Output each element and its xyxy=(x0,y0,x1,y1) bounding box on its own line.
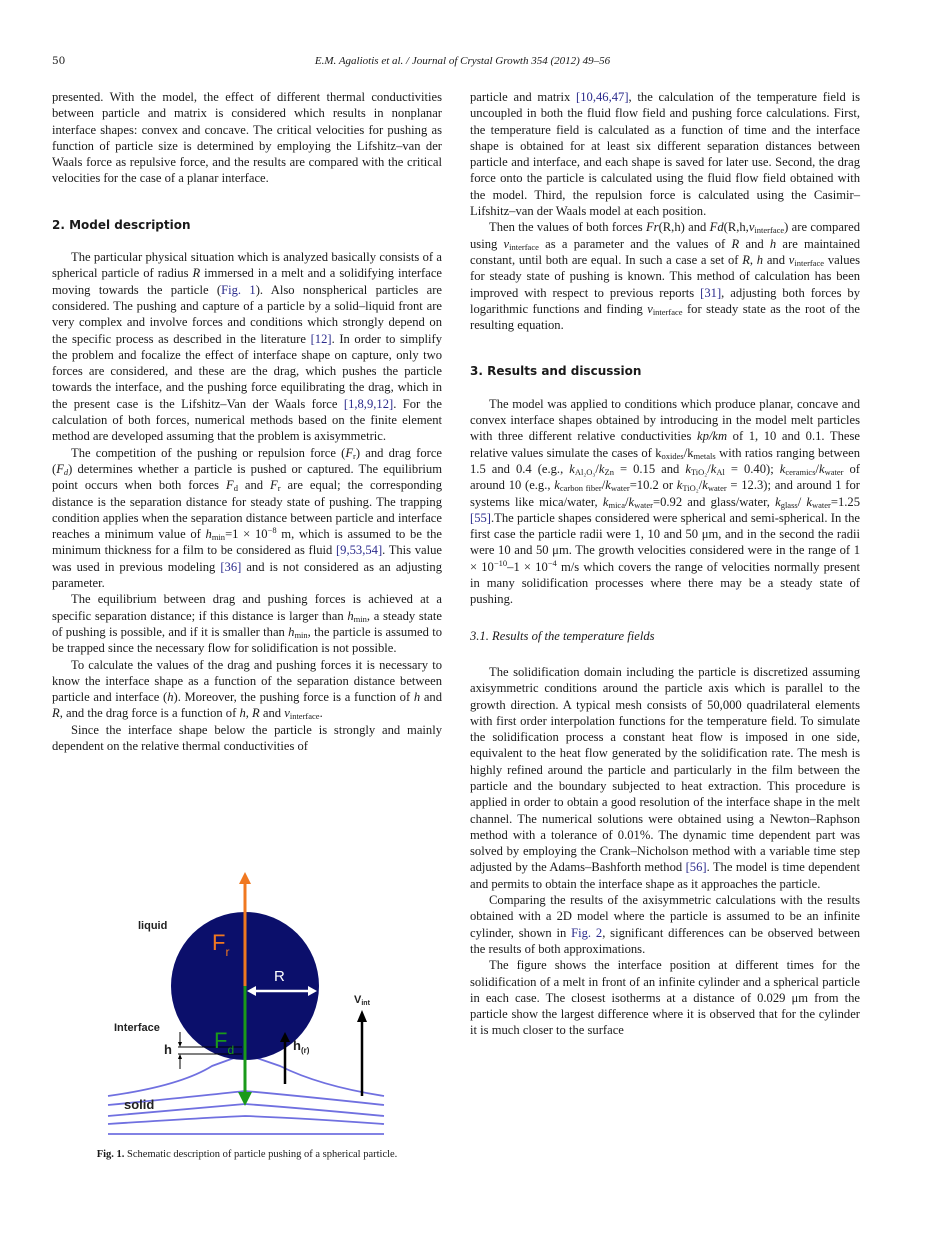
ref-link-9-53-54[interactable]: [9,53,54] xyxy=(335,543,383,558)
paragraph-force-comparison: Then the values of both forces Fr(R,h) and $Fd(R,h,v_{interface})$ are compared using $v_{interface}$ as a parameter and the values of R and h are maintained constant, until both are equal. In such a case a set of R, h and $v_{interface}$ values for steady state of pushing is known. This method of calculation has been improved with respect to previous reports [31], adjusting both forces by logarithmic functions and finding $v_{interface}$ for steady state as the root of the resulting equation. xyxy=(470,220,861,333)
paragraph-force-competition: The competition of the pushing or repulsion force $(F_r)$ and drag force $(F_d)$ determines whether a particle is pushed or captured. The equilibrium point occurs when both forces $F_d$ and $F_r$ are equal; the corresponding distance is the separation distance for steady state of pushing. The trapping condition applies when the separation distance between particle and interface reaches a minimum value of $h_{min}=1 \times 10^{-8}$ m, which is assumed to be the minimum thickness for a film to be considered as fluid [9,53,54]. This value was used in previous modeling [36] and is not considered as an adjusting parameter. xyxy=(52,445,443,591)
paragraph-model-description: The particular physical situation which is analyzed basically consists of a spherical particle of radius R immersed in a melt and a solidifying interface moving towards the particle (Fig. 1). Also nonspherical particles are considered. The pushing and capture of a particle by a solid–liquid front are very complex and involve forces and conditions which strongly depend on the specific process as described in the literature [12]. In order to simplify the problem and focalize the effect of interface shape on capture, only two forces are considered, and these are the drag, which pushes the particle towards the interface, and the pushing force equilibrating the drag, which in the present case is the Lifshitz–Van der Waals force [1,8,9,12]. For the calculation of both forces, numerical methods based on the finite element method are developed assuming that the problem is axisymmetric. xyxy=(52,250,442,444)
ref-link-31[interactable]: [31] xyxy=(700,285,722,300)
ref-link-55[interactable]: [55] xyxy=(470,510,491,525)
label-liquid: liquid xyxy=(138,920,168,932)
right-column xyxy=(470,89,860,1039)
ref-link-36[interactable]: [36] xyxy=(220,559,242,574)
ref-link-10-46-47[interactable]: [10,46,47] xyxy=(576,90,629,104)
label-vint: $V_{int}$ xyxy=(354,994,370,1007)
paragraph-equilibrium: The equilibrium between drag and pushing forces is achieved at a specific separation distance; if this distance is larger than $h_{min}$, a steady state of pushing is possible, and if it is smaller than $h_{min}$, the particle is assumed to be trapped since the necessary flow for solidification is not possible. xyxy=(52,592,442,656)
ref-link-12[interactable]: [12] xyxy=(310,331,332,346)
paragraph-interface-shape: Since the interface shape below the particle is strongly and mainly dependent on the relative thermal conductivities of xyxy=(52,722,442,753)
running-title: E.M. Agaliotis et al. / Journal of Crystal Growth 354 (2012) 49–56 xyxy=(314,55,611,67)
label-hr: $h_{(r)}$ xyxy=(293,1038,310,1055)
label-h: h xyxy=(164,1042,172,1057)
paragraph-continued: particle and matrix [10,46,47], the calculation of the temperature field is uncoupled in both the fluid flow field and pushing force calculations. First, the temperature field is calculated as a function of time and the interface shape is obtained for at least six different separation distances between particle and interface, and each shape is saved for later use. Second, the drag force onto the particle is calculated using the fluid flow field obtained with the model. Third, the repulsion force is calculated using the Casimir–Lifshitz–van der Waals model at each position. xyxy=(470,90,860,219)
left-column xyxy=(52,89,442,754)
label-interface: Interface xyxy=(114,1022,160,1034)
ref-link-1-8-9-12[interactable]: [1,8,9,12] xyxy=(343,396,394,411)
figure-1-caption: Fig. 1. Schematic description of particle pushing of a spherical particle. xyxy=(96,1149,398,1160)
paragraph-calculation: To calculate the values of the drag and pushing forces it is necessary to know the interface shape as a function of the separation distance between particle and interface (h). Moreover, the pushing force is a function of h and R, and the drag force is a function of h, R and $v_{interface}$. xyxy=(52,657,443,722)
label-fr: $F_r$ xyxy=(212,930,230,959)
fig1-link[interactable]: Fig. 1 xyxy=(221,282,256,297)
paragraph-results-intro: The model was applied to conditions which produce planar, concave and convex interface shapes obtained by introducing in the model melt particles with three different relative conductivities kp/km of 1, 10 and 0.1. These relative values simulate the cases of $k_{oxides}/k_{metals}$ with ratios ranging between 1.5 and 0.4 (e.g., $k_{Al_2O_3}/k_{Zn} = 0.15$ and $k_{TiO_2}/k_{Al} = 0.40$); $k_{ceramics}/k_{water}$ of around 10 (e.g., $k_{carbon fiber}/k_{water}=10.2$ or $k_{TiO_2}/k_{water} = 12.3$); and around 1 for systems like mica/water, $k_{mica}/k_{water}=0.92$ and glass/water, $k_{glass}/$ $k_{water}=1.25$ [55].The particle shapes considered were spherical and semi-spherical. In the first case the particle radii were 1, 10 and 50 μm, and in the second the radii were 10 and 50 μm. The growth velocities considered were in the range of $1 \times 10^{-10}-1 \times 10^{-4}$ m/s which covers the range of velocities normally present in many solidification processes where there may be a steady state of pushing. xyxy=(470,396,860,607)
subsection-3-1-heading: 3.1. Results of the temperature fields xyxy=(470,628,655,643)
label-solid: solid xyxy=(124,1097,155,1112)
paragraph-discretization: The solidification domain including the particle is discretized assuming axisymmetric conditions around the particle axis which is parallel to the growth direction. A typical mesh consists of 50,000 quadrilateral elements with first order interpolation functions for the temperature field. To simulate the solidification process a constant heat flow is imposed in one side, equivalent to the heat flow generated by the solidification rate. The mesh is highly refined around the particle and particularly in the film between the particle and the boundary subjected to heat extraction. This procedure is applied in order to obtain a good resolution of the interface shape in the melt channel. The numerical solutions were obtained using a Newton–Raphson method with a tolerance of 0.01%. The dynamic time dependent part was solved by employing the Crank–Nicholson method with a variable time step adjusted by the Adams–Bashforth method [56]. The model is time dependent and permits to obtain the interface shape as it approaches the particle. xyxy=(470,664,860,891)
ref-link-56[interactable]: [56] xyxy=(685,860,707,875)
paragraph-comparison: Comparing the results of the axisymmetric calculations with the results obtained with a 2D model where the particle is assumed to be an infinite cylinder, shown in Fig. 2, significant differences can be observed between the results of both approximations. xyxy=(470,893,860,956)
page-number: 50 xyxy=(52,55,66,67)
label-fd: $F_d$ xyxy=(214,1028,235,1057)
section-3-heading: 3. Results and discussion xyxy=(470,364,642,379)
page-header xyxy=(0,55,925,71)
section-2-heading: 2. Model description xyxy=(52,217,191,232)
paragraph-figure-description: The figure shows the interface position at different times for the solidification of a melt in front of an infinite cylinder and a spherical particle in each case. The closest isotherms at a distance of 0.029 μm from the particle show the largest difference where it is observed that for the cylinder it is much closer to the surface xyxy=(470,958,860,1038)
intro-paragraph: presented. With the model, the effect of different thermal conductivities between particle and matrix is considered which results in nonplanar interface shapes: convex and concave. The critical velocities for pushing as function of particle size is determined by employing the Lifshitz–van der Waals force as repulsive force, and the results are compared with the critical velocities for the case of a planar interface. xyxy=(52,90,442,186)
fig2-link[interactable]: Fig. 2 xyxy=(571,925,603,940)
figure-1-schematic xyxy=(100,866,400,1136)
label-radius: R xyxy=(274,968,285,985)
